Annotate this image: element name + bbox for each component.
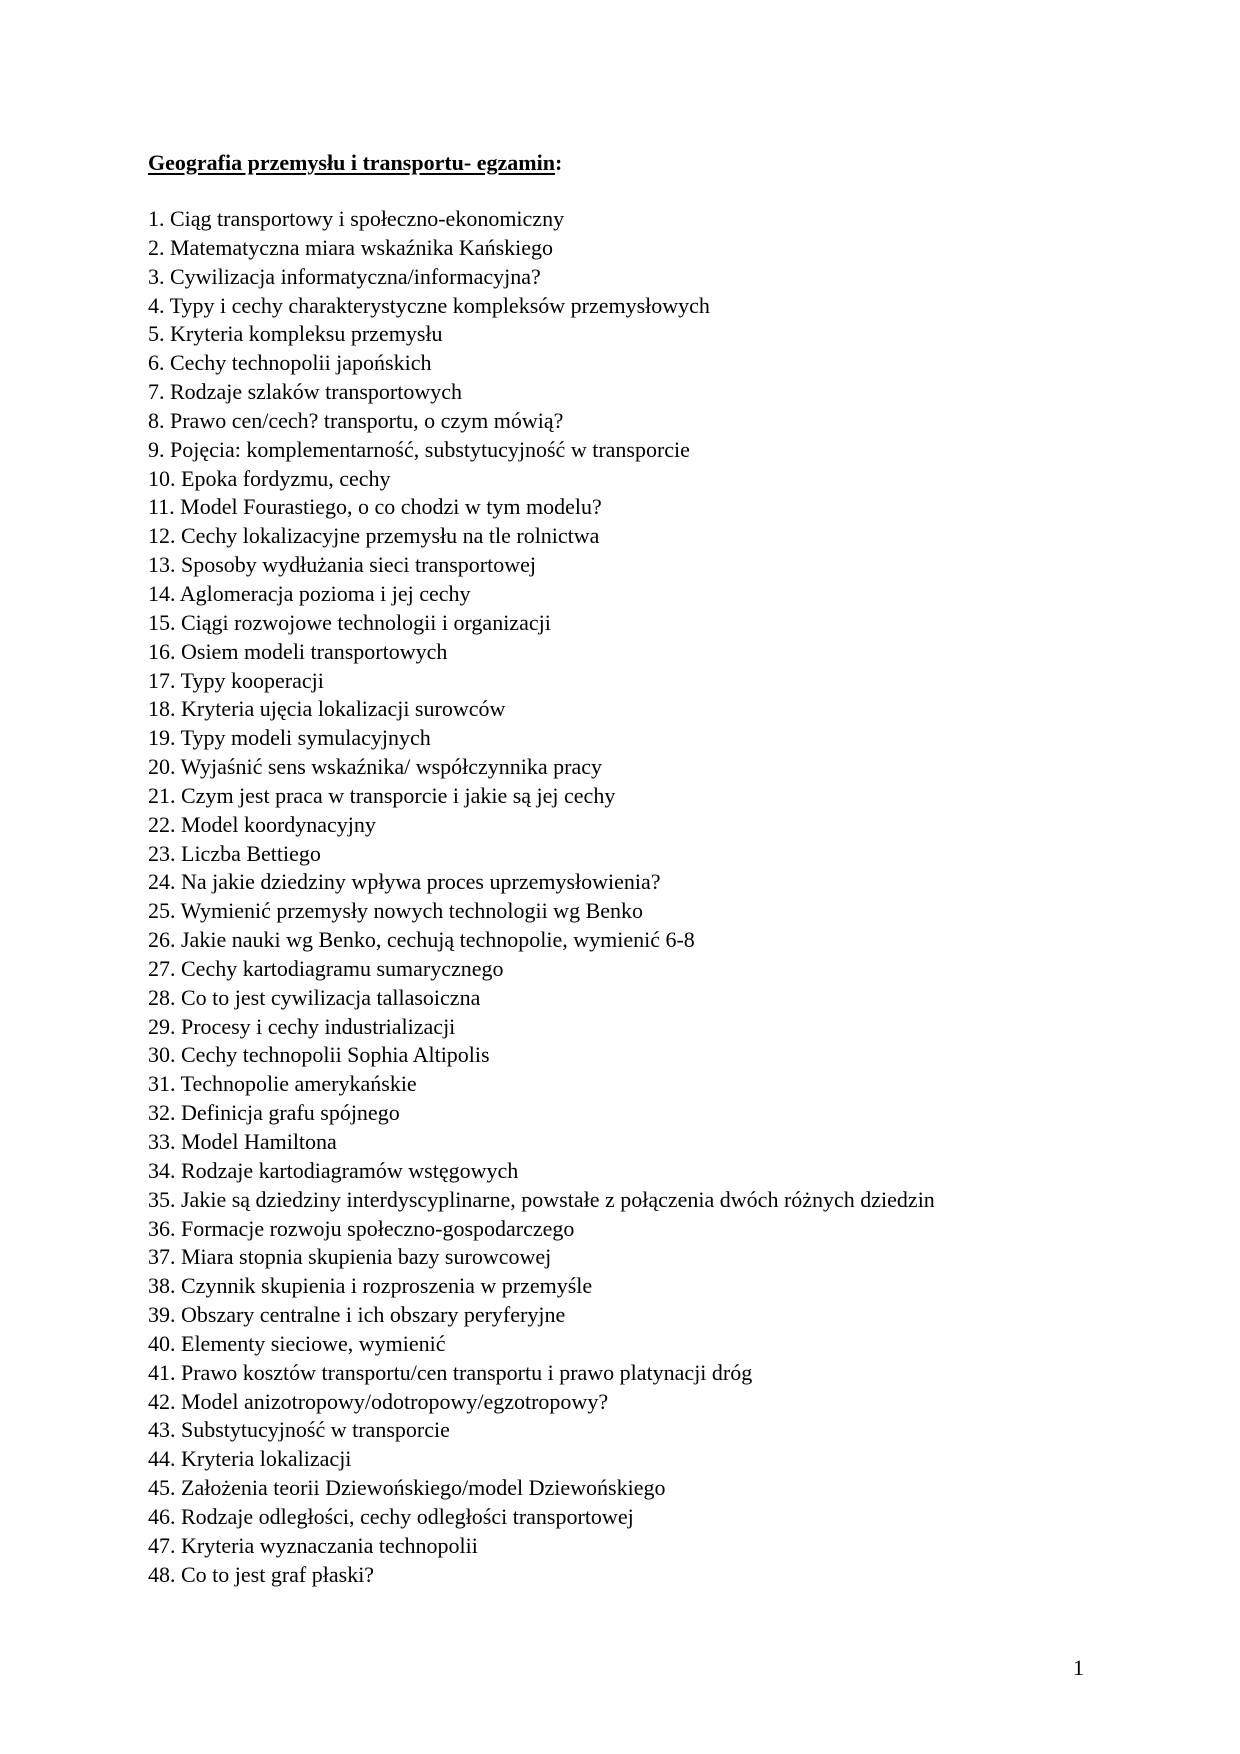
question-item: 3. Cywilizacja informatyczna/informacyjna? (148, 263, 541, 289)
question-item: 9. Pojęcia: komplementarność, substytucyjność w transporcie (148, 436, 690, 462)
question-item: 46. Rodzaje odległości, cechy odległości transportowej (148, 1503, 634, 1529)
question-item: 47. Kryteria wyznaczania technopolii (148, 1532, 478, 1558)
question-item: 2. Matematyczna miara wskaźnika Kańskiego (148, 234, 554, 260)
question-item: 44. Kryteria lokalizacji (148, 1446, 352, 1472)
document-title-colon: : (554, 150, 563, 175)
question-item: 25. Wymienić przemysły nowych technologii wg Benko (148, 898, 644, 924)
question-item: 1. Ciąg transportowy i społeczno-ekonomiczny (148, 206, 565, 231)
question-item: 33. Model Hamiltona (148, 1129, 337, 1154)
question-item: 20. Wyjaśnić sens wskaźnika/ współczynnika pracy (148, 754, 603, 780)
question-item: 10. Epoka fordyzmu, cechy (148, 465, 391, 491)
question-item: 36. Formacje rozwoju społeczno-gospodarczego (148, 1215, 575, 1241)
question-item: 39. Obszary centralne i ich obszary peryferyjne (148, 1302, 566, 1328)
question-item: 16. Osiem modeli transportowych (148, 638, 448, 664)
question-item: 38. Czynnik skupienia i rozproszenia w przemyśle (148, 1273, 593, 1299)
question-item: 28. Co to jest cywilizacja tallasoiczna (148, 984, 481, 1010)
question-item: 35. Jakie są dziedziny interdyscyplinarne, powstałe z połączenia dwóch różnych dziedzin (148, 1186, 935, 1212)
document-title-text: Geografia przemysłu i transportu- egzamin (148, 150, 555, 175)
question-item: 45. Założenia teorii Dziewońskiego/model Dziewońskiego (148, 1475, 666, 1501)
question-item: 43. Substytucyjność w transporcie (148, 1417, 450, 1443)
question-item: 37. Miara stopnia skupienia bazy surowcowej (148, 1244, 552, 1270)
question-item: 24. Na jakie dziedziny wpływa proces uprzemysłowienia? (148, 869, 661, 895)
question-item: 40. Elementy sieciowe, wymienić (148, 1330, 446, 1356)
question-item: 7. Rodzaje szlaków transportowych (148, 379, 463, 405)
question-list (148, 205, 935, 1590)
question-item: 29. Procesy i cechy industrializacji (148, 1013, 456, 1039)
question-item: 31. Technopolie amerykańskie (148, 1071, 417, 1097)
question-item: 11. Model Fourastiego, o co chodzi w tym modelu? (148, 494, 602, 520)
question-item: 18. Kryteria ujęcia lokalizacji surowców (148, 696, 506, 722)
question-item: 23. Liczba Bettiego (148, 840, 321, 866)
question-item: 15. Ciągi rozwojowe technologii i organizacji (148, 609, 551, 635)
question-item: 22. Model koordynacyjny (148, 811, 376, 837)
question-item: 48. Co to jest graf płaski? (148, 1561, 375, 1587)
question-item: 21. Czym jest praca w transporcie i jakie są jej cechy (148, 782, 616, 808)
question-item: 32. Definicja grafu spójnego (148, 1100, 400, 1126)
question-item: 26. Jakie nauki wg Benko, cechują technopolie, wymienić 6-8 (148, 927, 695, 953)
question-item: 5. Kryteria kompleksu przemysłu (148, 321, 443, 347)
question-item: 30. Cechy technopolii Sophia Altipolis (148, 1042, 490, 1068)
question-item: 34. Rodzaje kartodiagramów wstęgowych (148, 1157, 519, 1183)
question-item: 6. Cechy technopolii japońskich (148, 350, 432, 376)
document-title (148, 148, 562, 178)
question-item: 14. Aglomeracja pozioma i jej cechy (148, 580, 471, 606)
question-item: 41. Prawo kosztów transportu/cen transportu i prawo platynacji dróg (148, 1359, 753, 1385)
question-item: 42. Model anizotropowy/odotropowy/egzotropowy? (148, 1388, 609, 1414)
question-item: 13. Sposoby wydłużania sieci transportowej (148, 552, 536, 578)
question-item: 19. Typy modeli symulacyjnych (148, 725, 431, 751)
question-item: 27. Cechy kartodiagramu sumarycznego (148, 955, 504, 981)
question-item: 17. Typy kooperacji (148, 667, 324, 693)
question-item: 4. Typy i cechy charakterystyczne kompleksów przemysłowych (148, 292, 710, 318)
page-number: 1 (1073, 1655, 1084, 1680)
question-item: 8. Prawo cen/cech? transportu, o czym mówią? (148, 407, 564, 433)
question-item: 12. Cechy lokalizacyjne przemysłu na tle rolnictwa (148, 523, 600, 549)
